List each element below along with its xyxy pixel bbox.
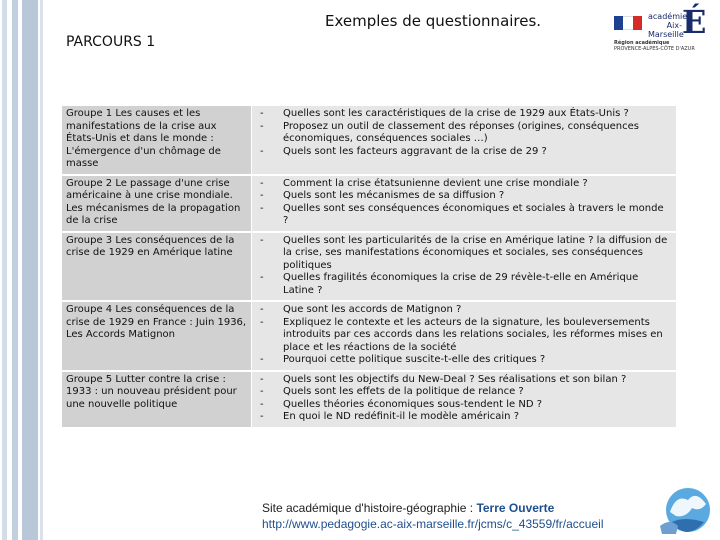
bullet-dash: -: [260, 120, 264, 132]
bullet-dash: -: [260, 108, 264, 119]
bullet-column: [252, 372, 276, 427]
bullet-dash: -: [260, 145, 264, 157]
question-item: Comment la crise étatsunienne devient une crise mondiale ?: [283, 177, 588, 189]
side-bar: [2, 0, 7, 540]
academie-e-logo: É: [682, 3, 707, 41]
questions-cell: [276, 372, 676, 427]
bullet-dash: -: [260, 304, 264, 315]
bullet-dash: -: [260, 398, 264, 410]
group-label: Groupe 5 Lutter contre la crise : 1933 : un nouveau président pour une nouvelle politique: [62, 372, 251, 427]
region-academique: Région académique PROVENCE-ALPES-CÔTE D'AZUR: [614, 40, 695, 52]
academie-name: académie Aix-Marseille: [648, 12, 688, 39]
site-url-link[interactable]: http://www.pedagogie.ac-aix-marseille.fr/jcms/c_43559/fr/accueil: [262, 517, 604, 531]
question-item: Quels sont les facteurs aggravant de la crise de 29 ?: [283, 145, 547, 157]
questions-cell: [276, 176, 676, 231]
bullet-dash: -: [260, 316, 264, 328]
question-item: Quelles sont les caractéristiques de la crise de 1929 aux États-Unis ?: [283, 108, 629, 119]
questions-cell: [276, 302, 676, 370]
parcours-label: PARCOURS 1: [66, 34, 156, 50]
group-label: Groupe 4 Les conséquences de la crise de 1929 en France : Juin 1936, Les Accords Matignon: [62, 302, 251, 370]
french-flag-icon: [614, 16, 642, 30]
group-row: [62, 302, 676, 370]
side-bar: [40, 0, 43, 540]
bullet-column: [252, 302, 276, 370]
footer: [262, 500, 603, 532]
bullet-dash: -: [260, 202, 264, 214]
bullet-column: [252, 233, 276, 301]
question-item: En quoi le ND redéfinit-il le modèle américain ?: [283, 411, 520, 422]
bullet-dash: -: [260, 373, 264, 385]
question-item: Quels sont les effets de la politique de relance ?: [283, 386, 524, 397]
questionnaire-table: [62, 106, 676, 429]
group-label: Groupe 1 Les causes et les manifestations de la crise aux États-Unis et dans le monde : L'émergence d'un chômage de masse: [62, 106, 251, 174]
question-item: Quelles sont ses conséquences économiques et sociales à travers le monde ?: [283, 202, 664, 226]
question-item: Quels sont les objectifs du New-Deal ? Ses réalisations et son bilan ?: [283, 373, 627, 385]
side-bar: [12, 0, 18, 540]
bullet-dash: -: [260, 190, 264, 201]
site-name[interactable]: Terre Ouverte: [476, 501, 555, 515]
question-item: Expliquez le contexte et les acteurs de la signature, les bouleversements introduits par ces accords dans les relations sociales, les réformes mises en place et les réactions de la société: [283, 316, 663, 353]
group-row: [62, 106, 676, 174]
footer-site-line: Site académique d'histoire-géographie : Terre Ouverte: [262, 501, 555, 515]
question-item: Proposez un outil de classement des réponses (origines, conséquences économiques, conséquences sociales …): [283, 120, 640, 144]
group-row: [62, 233, 676, 301]
bullet-column: [252, 176, 276, 231]
terre-ouverte-globe-icon: [656, 482, 716, 538]
bullet-dash: -: [260, 272, 264, 283]
group-label: Groupe 2 Le passage d'une crise américaine à une crise mondiale. Les mécanismes de la propagation de la crise: [62, 176, 251, 231]
bullet-dash: -: [260, 386, 264, 397]
questions-cell: [276, 106, 676, 174]
bullet-dash: -: [260, 177, 264, 189]
bullet-dash: -: [260, 411, 264, 422]
questions-cell: [276, 233, 676, 301]
bullet-dash: -: [260, 234, 264, 246]
group-label: Groupe 3 Les conséquences de la crise de 1929 en Amérique latine: [62, 233, 251, 301]
group-row: [62, 176, 676, 231]
academie-logo: [614, 3, 714, 54]
bullet-column: [252, 106, 276, 174]
question-item: Quelles fragilités économiques la crise de 29 révèle-t-elle en Amérique Latine ?: [283, 272, 639, 296]
group-row: [62, 372, 676, 427]
question-item: Quelles théories économiques sous-tendent le ND ?: [283, 398, 542, 410]
question-item: Quelles sont les particularités de la crise en Amérique latine ? la diffusion de la crise, ses manifestations économiques et sociales, ses conséquences politiques: [283, 234, 668, 271]
question-item: Pourquoi cette politique suscite-t-elle des critiques ?: [283, 354, 546, 365]
side-bar: [22, 0, 38, 540]
question-item: Que sont les accords de Matignon ?: [283, 304, 462, 315]
question-item: Quels sont les mécanismes de sa diffusion ?: [283, 190, 505, 201]
page-title: Exemples de questionnaires.: [325, 12, 542, 30]
decorative-side-bars: [0, 0, 50, 540]
bullet-dash: -: [260, 354, 264, 365]
